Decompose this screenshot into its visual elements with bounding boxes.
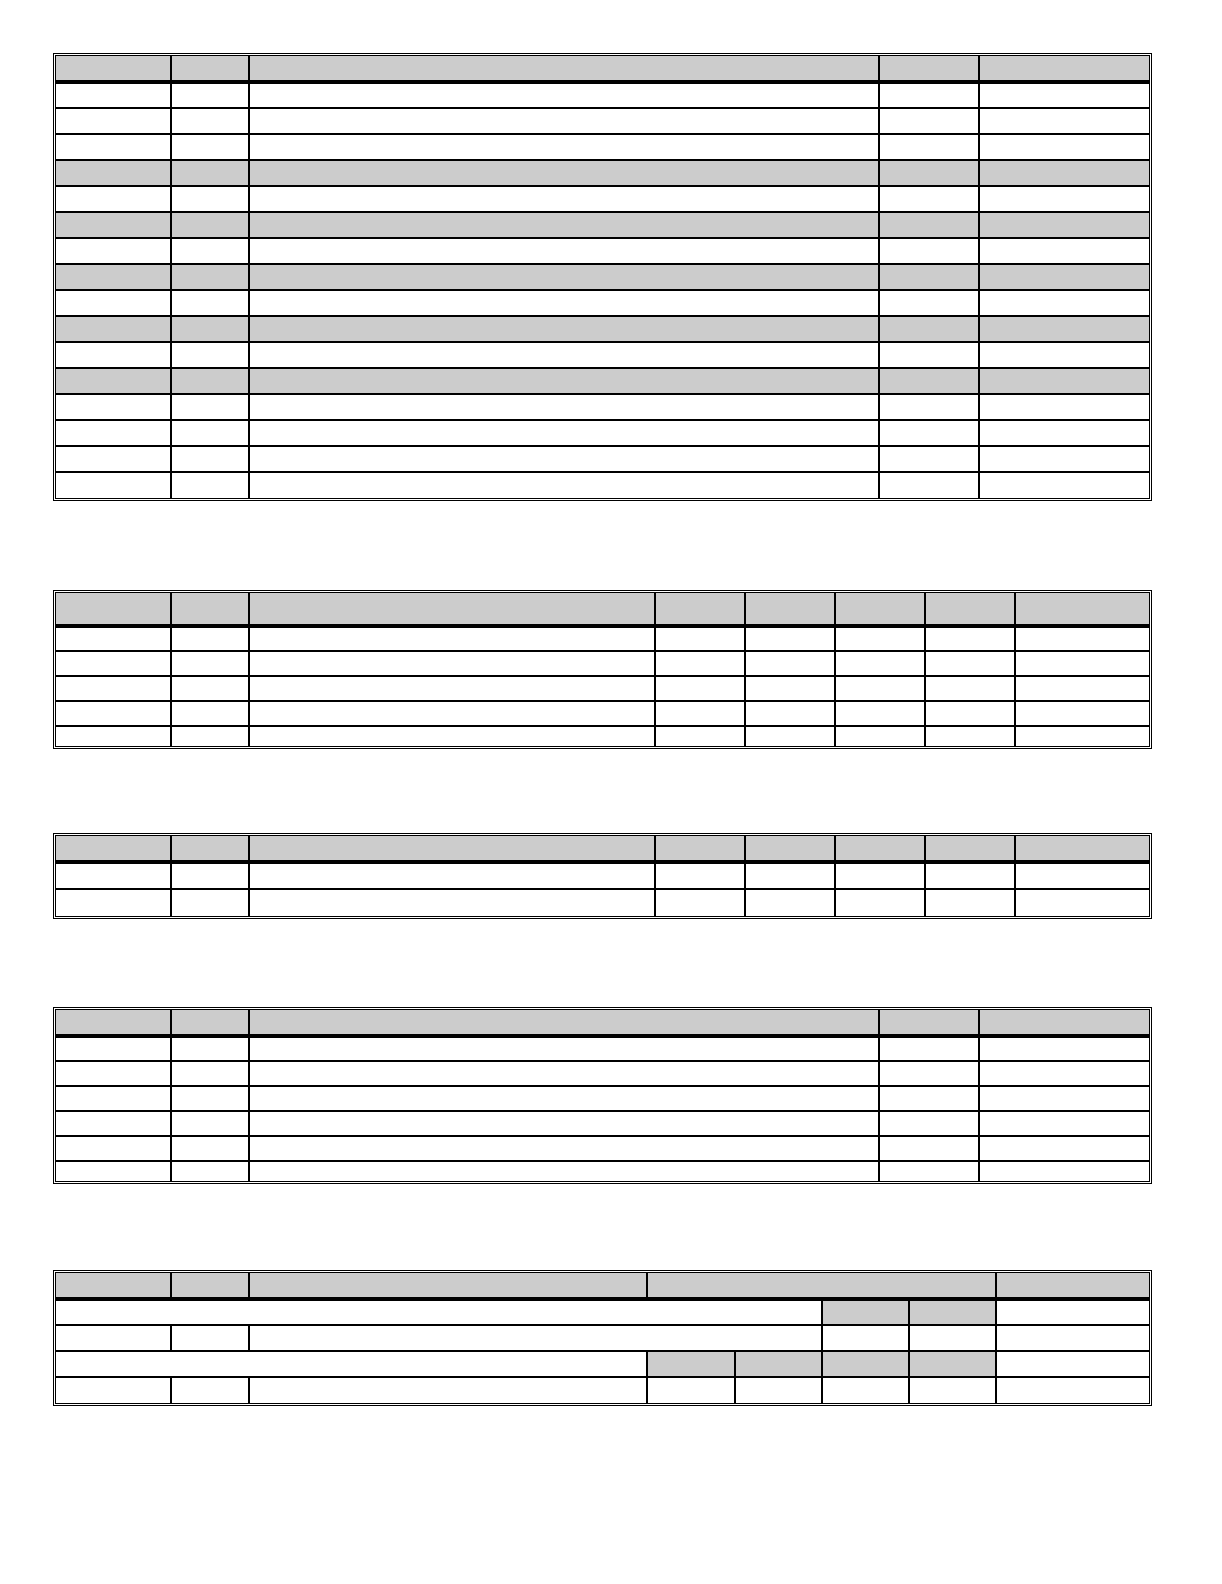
table-cell bbox=[171, 290, 249, 316]
table-cell bbox=[249, 394, 879, 420]
table-cell bbox=[249, 212, 879, 238]
table-cell bbox=[171, 676, 249, 701]
table-cell bbox=[171, 342, 249, 368]
table-cell bbox=[655, 862, 745, 889]
table-cell bbox=[745, 651, 835, 676]
table-cell bbox=[249, 862, 655, 889]
table-cell bbox=[655, 726, 745, 746]
form-table-4-grid bbox=[56, 1010, 1149, 1181]
table-cell bbox=[1015, 701, 1149, 726]
table-row bbox=[56, 651, 1149, 676]
table-cell bbox=[249, 1136, 879, 1161]
table-cell bbox=[655, 676, 745, 701]
table-cell bbox=[745, 862, 835, 889]
table-row-shaded bbox=[56, 212, 1149, 238]
header-cell bbox=[171, 836, 249, 862]
table-cell bbox=[879, 160, 979, 186]
table-cell bbox=[171, 1036, 249, 1061]
table-cell bbox=[879, 186, 979, 212]
table-header-row bbox=[56, 1273, 1149, 1299]
table-cell bbox=[979, 1086, 1149, 1111]
table-cell bbox=[835, 889, 925, 916]
table-header-row bbox=[56, 1010, 1149, 1036]
header-cell bbox=[171, 56, 249, 82]
header-cell bbox=[925, 593, 1015, 626]
table-cell bbox=[979, 212, 1149, 238]
header-cell bbox=[56, 1273, 171, 1299]
table-cell bbox=[171, 1136, 249, 1161]
header-cell bbox=[249, 56, 879, 82]
table-subheader-row bbox=[56, 1299, 1149, 1325]
table-cell bbox=[56, 368, 171, 394]
header-cell bbox=[56, 593, 171, 626]
table-cell bbox=[56, 212, 171, 238]
header-cell bbox=[249, 1010, 879, 1036]
table-row bbox=[56, 472, 1149, 498]
table-cell bbox=[249, 1036, 879, 1061]
table-row bbox=[56, 1061, 1149, 1086]
header-cell bbox=[171, 1273, 249, 1299]
header-cell bbox=[996, 1273, 1149, 1299]
table-row bbox=[56, 108, 1149, 134]
table-cell bbox=[171, 889, 249, 916]
table-row bbox=[56, 1036, 1149, 1061]
table-cell bbox=[879, 394, 979, 420]
table-cell bbox=[56, 82, 171, 108]
table-cell bbox=[56, 1325, 171, 1351]
table-cell bbox=[249, 264, 879, 290]
table-cell bbox=[171, 134, 249, 160]
table-cell bbox=[879, 316, 979, 342]
header-cell bbox=[835, 836, 925, 862]
table-cell bbox=[56, 108, 171, 134]
table-cell bbox=[171, 726, 249, 746]
table-cell bbox=[249, 420, 879, 446]
table-cell bbox=[879, 420, 979, 446]
table-cell bbox=[56, 472, 171, 498]
table-row bbox=[56, 1161, 1149, 1181]
table-cell bbox=[56, 701, 171, 726]
table-cell bbox=[835, 626, 925, 651]
table-cell bbox=[879, 1161, 979, 1181]
table-cell bbox=[56, 134, 171, 160]
table-cell bbox=[979, 368, 1149, 394]
table-cell bbox=[745, 626, 835, 651]
header-cell bbox=[835, 593, 925, 626]
table-cell bbox=[171, 420, 249, 446]
table-cell bbox=[249, 446, 879, 472]
table-cell bbox=[979, 108, 1149, 134]
header-cell bbox=[647, 1273, 996, 1299]
table-cell bbox=[879, 472, 979, 498]
table-row bbox=[56, 290, 1149, 316]
table-cell bbox=[655, 889, 745, 916]
header-cell bbox=[56, 56, 171, 82]
table-cell bbox=[56, 1111, 171, 1136]
table-cell bbox=[56, 1299, 822, 1325]
header-cell bbox=[925, 836, 1015, 862]
table-cell bbox=[655, 651, 745, 676]
table-cell bbox=[879, 108, 979, 134]
table-cell bbox=[979, 394, 1149, 420]
header-cell bbox=[1015, 593, 1149, 626]
table-cell bbox=[249, 626, 655, 651]
table-row bbox=[56, 186, 1149, 212]
table-cell bbox=[56, 238, 171, 264]
table-cell bbox=[171, 1377, 249, 1403]
table-row bbox=[56, 1325, 1149, 1351]
table-cell bbox=[171, 701, 249, 726]
table-cell bbox=[171, 160, 249, 186]
table-header-row bbox=[56, 593, 1149, 626]
table-cell bbox=[925, 626, 1015, 651]
table-row bbox=[56, 862, 1149, 889]
table-cell bbox=[1015, 889, 1149, 916]
form-table-3 bbox=[53, 833, 1152, 919]
table-cell bbox=[1015, 651, 1149, 676]
table-cell bbox=[56, 186, 171, 212]
table-cell bbox=[56, 420, 171, 446]
table-cell bbox=[171, 626, 249, 651]
table-row bbox=[56, 701, 1149, 726]
header-cell bbox=[879, 1010, 979, 1036]
table-cell bbox=[171, 1325, 249, 1351]
table-cell bbox=[879, 1111, 979, 1136]
header-cell bbox=[171, 1010, 249, 1036]
header-cell bbox=[249, 1273, 647, 1299]
table-cell bbox=[835, 726, 925, 746]
table-cell bbox=[647, 1377, 735, 1403]
table-cell bbox=[56, 862, 171, 889]
table-cell bbox=[56, 394, 171, 420]
table-cell bbox=[249, 342, 879, 368]
table-cell bbox=[171, 472, 249, 498]
subheader-cell bbox=[647, 1351, 735, 1377]
table-cell bbox=[171, 862, 249, 889]
table-row bbox=[56, 420, 1149, 446]
table-cell bbox=[879, 1036, 979, 1061]
table-row bbox=[56, 1136, 1149, 1161]
header-cell bbox=[249, 836, 655, 862]
form-table-4 bbox=[53, 1007, 1152, 1184]
table-cell bbox=[1015, 726, 1149, 746]
table-cell bbox=[171, 108, 249, 134]
table-cell bbox=[171, 212, 249, 238]
header-cell bbox=[745, 836, 835, 862]
table-cell bbox=[171, 446, 249, 472]
table-cell bbox=[249, 186, 879, 212]
table-cell bbox=[745, 726, 835, 746]
table-cell bbox=[879, 1061, 979, 1086]
table-cell bbox=[56, 264, 171, 290]
table-cell bbox=[735, 1377, 822, 1403]
header-cell bbox=[655, 836, 745, 862]
table-cell bbox=[249, 1111, 879, 1136]
table-cell bbox=[249, 238, 879, 264]
table-row bbox=[56, 626, 1149, 651]
table-cell bbox=[249, 1086, 879, 1111]
table-row bbox=[56, 82, 1149, 108]
table-cell bbox=[56, 726, 171, 746]
table-row bbox=[56, 134, 1149, 160]
form-table-1-grid bbox=[56, 56, 1149, 498]
table-cell bbox=[979, 1161, 1149, 1181]
table-cell bbox=[171, 651, 249, 676]
table-cell bbox=[979, 1111, 1149, 1136]
table-cell bbox=[925, 862, 1015, 889]
table-cell bbox=[879, 134, 979, 160]
table-cell bbox=[835, 651, 925, 676]
table-cell bbox=[249, 316, 879, 342]
table-cell bbox=[979, 1036, 1149, 1061]
table-cell bbox=[171, 394, 249, 420]
table-cell bbox=[745, 889, 835, 916]
table-cell bbox=[909, 1325, 996, 1351]
table-cell bbox=[925, 889, 1015, 916]
table-cell bbox=[1015, 676, 1149, 701]
table-cell bbox=[249, 368, 879, 394]
table-cell bbox=[171, 1086, 249, 1111]
table-header-row bbox=[56, 836, 1149, 862]
table-cell bbox=[171, 186, 249, 212]
form-table-5-grid bbox=[56, 1273, 1149, 1403]
table-cell bbox=[171, 264, 249, 290]
table-cell bbox=[979, 186, 1149, 212]
table-cell bbox=[879, 238, 979, 264]
header-cell bbox=[979, 56, 1149, 82]
table-row bbox=[56, 1086, 1149, 1111]
table-cell bbox=[1015, 862, 1149, 889]
table-row bbox=[56, 394, 1149, 420]
subheader-cell bbox=[735, 1351, 822, 1377]
table-cell bbox=[979, 316, 1149, 342]
table-cell bbox=[925, 651, 1015, 676]
table-cell bbox=[249, 160, 879, 186]
table-cell bbox=[249, 889, 655, 916]
table-row bbox=[56, 889, 1149, 916]
form-table-2 bbox=[53, 590, 1152, 749]
table-cell bbox=[56, 651, 171, 676]
table-cell bbox=[56, 1377, 171, 1403]
table-cell bbox=[822, 1377, 909, 1403]
table-cell bbox=[822, 1325, 909, 1351]
table-cell bbox=[879, 1136, 979, 1161]
table-cell bbox=[879, 1086, 979, 1111]
table-cell bbox=[979, 82, 1149, 108]
table-cell bbox=[56, 1036, 171, 1061]
table-cell bbox=[56, 676, 171, 701]
header-cell bbox=[655, 593, 745, 626]
table-cell bbox=[249, 290, 879, 316]
table-cell bbox=[979, 1061, 1149, 1086]
table-cell bbox=[996, 1351, 1149, 1377]
form-table-5 bbox=[53, 1270, 1152, 1406]
table-cell bbox=[979, 134, 1149, 160]
subheader-cell bbox=[822, 1351, 909, 1377]
header-cell bbox=[979, 1010, 1149, 1036]
table-cell bbox=[979, 342, 1149, 368]
header-cell bbox=[56, 1010, 171, 1036]
table-cell bbox=[979, 446, 1149, 472]
header-cell bbox=[249, 593, 655, 626]
form-table-3-grid bbox=[56, 836, 1149, 916]
subheader-cell bbox=[909, 1351, 996, 1377]
table-cell bbox=[879, 368, 979, 394]
table-row bbox=[56, 342, 1149, 368]
table-row bbox=[56, 238, 1149, 264]
table-cell bbox=[56, 626, 171, 651]
table-cell bbox=[979, 264, 1149, 290]
table-row bbox=[56, 676, 1149, 701]
table-cell bbox=[655, 626, 745, 651]
table-cell bbox=[249, 1325, 822, 1351]
table-cell bbox=[56, 290, 171, 316]
header-cell bbox=[56, 836, 171, 862]
header-cell bbox=[1015, 836, 1149, 862]
table-cell bbox=[56, 1086, 171, 1111]
table-cell bbox=[879, 264, 979, 290]
table-row bbox=[56, 446, 1149, 472]
table-row-shaded bbox=[56, 316, 1149, 342]
table-cell bbox=[249, 134, 879, 160]
table-cell bbox=[171, 238, 249, 264]
table-cell bbox=[56, 1351, 647, 1377]
table-cell bbox=[925, 701, 1015, 726]
table-cell bbox=[979, 160, 1149, 186]
table-cell bbox=[979, 238, 1149, 264]
subheader-cell bbox=[909, 1299, 996, 1325]
table-cell bbox=[745, 676, 835, 701]
table-cell bbox=[879, 446, 979, 472]
table-cell bbox=[879, 82, 979, 108]
table-cell bbox=[979, 1136, 1149, 1161]
table-cell bbox=[56, 316, 171, 342]
table-row bbox=[56, 1111, 1149, 1136]
table-cell bbox=[655, 701, 745, 726]
table-cell bbox=[249, 676, 655, 701]
table-cell bbox=[925, 726, 1015, 746]
table-cell bbox=[745, 701, 835, 726]
table-row-shaded bbox=[56, 264, 1149, 290]
table-cell bbox=[171, 1161, 249, 1181]
table-cell bbox=[249, 651, 655, 676]
table-cell bbox=[925, 676, 1015, 701]
table-subheader-row bbox=[56, 1351, 1149, 1377]
table-cell bbox=[996, 1299, 1149, 1325]
table-cell bbox=[249, 472, 879, 498]
table-cell bbox=[56, 1061, 171, 1086]
table-cell bbox=[171, 368, 249, 394]
table-row-shaded bbox=[56, 368, 1149, 394]
table-row-shaded bbox=[56, 160, 1149, 186]
table-cell bbox=[979, 472, 1149, 498]
table-cell bbox=[879, 342, 979, 368]
subheader-cell bbox=[822, 1299, 909, 1325]
table-cell bbox=[171, 1111, 249, 1136]
table-cell bbox=[879, 290, 979, 316]
table-cell bbox=[56, 889, 171, 916]
table-cell bbox=[835, 862, 925, 889]
table-cell bbox=[1015, 626, 1149, 651]
table-cell bbox=[979, 290, 1149, 316]
form-table-1 bbox=[53, 53, 1152, 501]
header-cell bbox=[745, 593, 835, 626]
table-row bbox=[56, 726, 1149, 746]
table-header-row bbox=[56, 56, 1149, 82]
table-cell bbox=[249, 1161, 879, 1181]
table-cell bbox=[171, 316, 249, 342]
table-cell bbox=[996, 1377, 1149, 1403]
table-cell bbox=[835, 676, 925, 701]
table-cell bbox=[909, 1377, 996, 1403]
table-cell bbox=[171, 1061, 249, 1086]
table-cell bbox=[56, 1161, 171, 1181]
table-cell bbox=[56, 1136, 171, 1161]
table-cell bbox=[249, 726, 655, 746]
table-cell bbox=[979, 420, 1149, 446]
table-cell bbox=[996, 1325, 1149, 1351]
table-cell bbox=[249, 1061, 879, 1086]
table-cell bbox=[249, 1377, 647, 1403]
table-cell bbox=[56, 446, 171, 472]
table-cell bbox=[249, 701, 655, 726]
table-cell bbox=[171, 82, 249, 108]
header-cell bbox=[879, 56, 979, 82]
table-cell bbox=[879, 212, 979, 238]
table-cell bbox=[56, 342, 171, 368]
form-table-2-grid bbox=[56, 593, 1149, 746]
table-cell bbox=[56, 160, 171, 186]
header-cell bbox=[171, 593, 249, 626]
table-cell bbox=[249, 82, 879, 108]
table-cell bbox=[249, 108, 879, 134]
table-cell bbox=[835, 701, 925, 726]
table-row bbox=[56, 1377, 1149, 1403]
